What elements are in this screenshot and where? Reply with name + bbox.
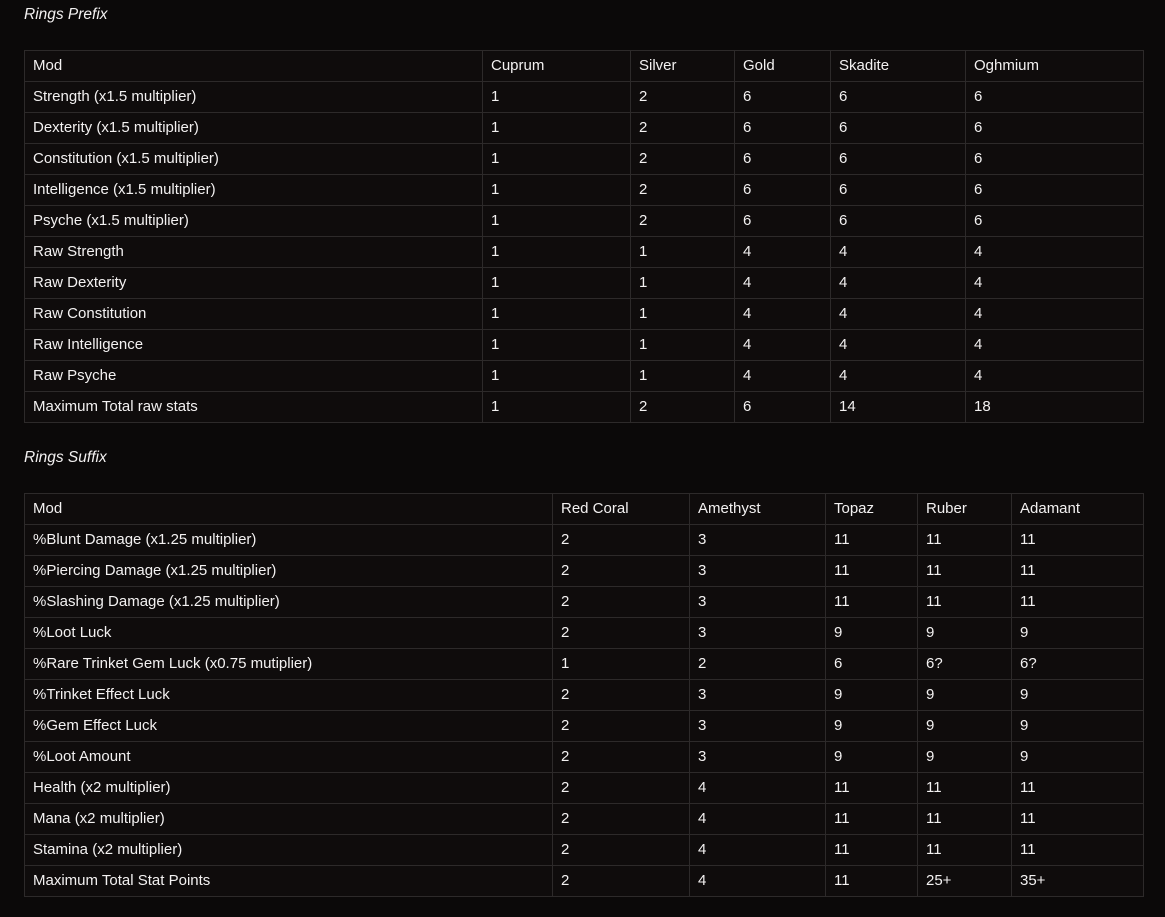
table-cell: 4 [690, 773, 826, 804]
table-cell: 4 [690, 804, 826, 835]
table-cell: 4 [966, 299, 1144, 330]
table-cell: 1 [483, 361, 631, 392]
table-row [25, 587, 1144, 618]
table-cell: Health (x2 multiplier) [25, 773, 553, 804]
header-row [25, 51, 1144, 82]
table-cell: 2 [553, 618, 690, 649]
table-cell: 9 [918, 742, 1012, 773]
table-cell: 1 [483, 113, 631, 144]
table-cell: Dexterity (x1.5 multiplier) [25, 113, 483, 144]
table-cell: 4 [735, 361, 831, 392]
table-cell: 11 [1012, 525, 1144, 556]
table-cell: 1 [631, 268, 735, 299]
table-cell: 11 [1012, 587, 1144, 618]
column-header: Silver [631, 51, 735, 82]
column-header: Adamant [1012, 494, 1144, 525]
table-cell: 4 [735, 330, 831, 361]
table-cell: 1 [631, 237, 735, 268]
table-cell: 4 [831, 361, 966, 392]
table-cell: Maximum Total Stat Points [25, 866, 553, 897]
table-cell: 4 [966, 361, 1144, 392]
column-header: Amethyst [690, 494, 826, 525]
table-cell: Raw Constitution [25, 299, 483, 330]
table-cell: 4 [966, 237, 1144, 268]
table-row [25, 649, 1144, 680]
table-cell: 2 [553, 556, 690, 587]
table-cell: 6 [966, 82, 1144, 113]
table-cell: 11 [1012, 556, 1144, 587]
table-cell: 4 [966, 268, 1144, 299]
table-cell: 11 [826, 556, 918, 587]
table-cell: 1 [483, 330, 631, 361]
table-cell: 6 [966, 206, 1144, 237]
rings-prefix-section [24, 5, 1143, 423]
table-row [25, 175, 1144, 206]
table-cell: %Loot Luck [25, 618, 553, 649]
table-cell: Mana (x2 multiplier) [25, 804, 553, 835]
table-cell: 2 [631, 113, 735, 144]
table-cell: Raw Dexterity [25, 268, 483, 299]
table-cell: 2 [553, 835, 690, 866]
table-cell: 1 [483, 299, 631, 330]
table-cell: 11 [1012, 773, 1144, 804]
table-cell: 9 [826, 680, 918, 711]
column-header: Mod [25, 51, 483, 82]
table-cell: 9 [918, 680, 1012, 711]
table-cell: 3 [690, 618, 826, 649]
table-cell: 6 [735, 175, 831, 206]
table-row [25, 206, 1144, 237]
table-cell: 2 [631, 392, 735, 423]
table-cell: 11 [918, 804, 1012, 835]
table-cell: 6 [831, 113, 966, 144]
table-cell: 11 [826, 804, 918, 835]
column-header: Oghmium [966, 51, 1144, 82]
table-cell: %Trinket Effect Luck [25, 680, 553, 711]
table-cell: 2 [553, 587, 690, 618]
table-cell: 3 [690, 556, 826, 587]
table-cell: Maximum Total raw stats [25, 392, 483, 423]
table-row [25, 556, 1144, 587]
table-row [25, 82, 1144, 113]
table-cell: 6? [1012, 649, 1144, 680]
table-cell: 1 [483, 392, 631, 423]
table-cell: 6 [735, 206, 831, 237]
table-cell: 1 [483, 175, 631, 206]
column-header: Ruber [918, 494, 1012, 525]
column-header: Mod [25, 494, 553, 525]
table-cell: %Blunt Damage (x1.25 multiplier) [25, 525, 553, 556]
table-cell: 4 [966, 330, 1144, 361]
table-cell: 6 [735, 392, 831, 423]
table-cell: 1 [631, 361, 735, 392]
table-cell: 6 [735, 144, 831, 175]
table-cell: 11 [918, 587, 1012, 618]
table-cell: 35+ [1012, 866, 1144, 897]
table-cell: 9 [1012, 742, 1144, 773]
table-cell: %Slashing Damage (x1.25 multiplier) [25, 587, 553, 618]
table-cell: 14 [831, 392, 966, 423]
table-cell: 2 [553, 711, 690, 742]
table-cell: 1 [483, 237, 631, 268]
table-cell: 3 [690, 742, 826, 773]
table-cell: 4 [831, 299, 966, 330]
table-cell: Intelligence (x1.5 multiplier) [25, 175, 483, 206]
table-cell: 6 [831, 206, 966, 237]
table-cell: 3 [690, 525, 826, 556]
table-row [25, 299, 1144, 330]
table-cell: 1 [483, 268, 631, 299]
table-row [25, 618, 1144, 649]
table-cell: 9 [826, 742, 918, 773]
table-cell: 2 [553, 773, 690, 804]
rings-prefix-title: Rings Prefix [24, 6, 108, 23]
table-row [25, 525, 1144, 556]
table-cell: 2 [631, 82, 735, 113]
table-row [25, 268, 1144, 299]
table-row [25, 361, 1144, 392]
rings-prefix-table [24, 50, 1144, 423]
table-cell: 11 [918, 556, 1012, 587]
table-cell: 2 [690, 649, 826, 680]
table-cell: 11 [826, 773, 918, 804]
table-cell: 6 [831, 144, 966, 175]
column-header: Skadite [831, 51, 966, 82]
table-cell: 11 [918, 835, 1012, 866]
table-cell: 3 [690, 587, 826, 618]
table-row [25, 835, 1144, 866]
table-cell: 11 [826, 525, 918, 556]
table-cell: 4 [735, 268, 831, 299]
table-cell: 11 [1012, 804, 1144, 835]
table-cell: 11 [918, 773, 1012, 804]
column-header: Red Coral [553, 494, 690, 525]
table-cell: 9 [826, 711, 918, 742]
table-cell: 9 [1012, 711, 1144, 742]
table-cell: Raw Intelligence [25, 330, 483, 361]
table-cell: 2 [553, 804, 690, 835]
table-cell: 1 [483, 206, 631, 237]
table-row [25, 866, 1144, 897]
table-cell: 1 [483, 82, 631, 113]
table-row [25, 392, 1144, 423]
table-cell: 2 [631, 144, 735, 175]
table-cell: 6 [831, 82, 966, 113]
table-cell: 6 [735, 113, 831, 144]
table-cell: 4 [831, 237, 966, 268]
table-cell: 4 [690, 866, 826, 897]
table-cell: 18 [966, 392, 1144, 423]
rings-suffix-title: Rings Suffix [24, 449, 107, 466]
table-row [25, 237, 1144, 268]
table-cell: 9 [918, 618, 1012, 649]
table-cell: 9 [1012, 618, 1144, 649]
column-header: Gold [735, 51, 831, 82]
table-row [25, 804, 1144, 835]
table-cell: 6 [831, 175, 966, 206]
table-row [25, 330, 1144, 361]
table-cell: 11 [826, 866, 918, 897]
table-cell: 11 [826, 835, 918, 866]
table-cell: 9 [918, 711, 1012, 742]
table-cell: 6 [966, 113, 1144, 144]
table-cell: 11 [1012, 835, 1144, 866]
table-cell: Raw Psyche [25, 361, 483, 392]
table-cell: 4 [735, 237, 831, 268]
table-cell: 2 [553, 680, 690, 711]
table-cell: %Rare Trinket Gem Luck (x0.75 mutiplier) [25, 649, 553, 680]
table-cell: 6 [966, 144, 1144, 175]
table-cell: 6 [966, 175, 1144, 206]
table-cell: %Loot Amount [25, 742, 553, 773]
table-cell: 11 [918, 525, 1012, 556]
table-cell: 4 [831, 330, 966, 361]
table-row [25, 773, 1144, 804]
table-cell: 1 [631, 330, 735, 361]
table-cell: 1 [553, 649, 690, 680]
column-header: Cuprum [483, 51, 631, 82]
table-cell: Psyche (x1.5 multiplier) [25, 206, 483, 237]
table-cell: %Piercing Damage (x1.25 multiplier) [25, 556, 553, 587]
table-row [25, 113, 1144, 144]
table-row [25, 144, 1144, 175]
table-row [25, 711, 1144, 742]
table-cell: 9 [826, 618, 918, 649]
table-cell: 2 [553, 525, 690, 556]
table-cell: Constitution (x1.5 multiplier) [25, 144, 483, 175]
table-cell: 4 [690, 835, 826, 866]
table-cell: 25+ [918, 866, 1012, 897]
table-cell: 2 [553, 742, 690, 773]
table-cell: 6? [918, 649, 1012, 680]
table-cell: 2 [553, 866, 690, 897]
table-cell: 3 [690, 680, 826, 711]
table-cell: 1 [483, 144, 631, 175]
table-cell: 2 [631, 175, 735, 206]
table-cell: 9 [1012, 680, 1144, 711]
column-header: Topaz [826, 494, 918, 525]
table-row [25, 680, 1144, 711]
table-cell: 4 [831, 268, 966, 299]
rings-suffix-section [24, 448, 1143, 897]
header-row [25, 494, 1144, 525]
table-cell: Strength (x1.5 multiplier) [25, 82, 483, 113]
table-cell: 4 [735, 299, 831, 330]
table-cell: Stamina (x2 multiplier) [25, 835, 553, 866]
table-cell: 1 [631, 299, 735, 330]
table-cell: 6 [735, 82, 831, 113]
table-cell: 11 [826, 587, 918, 618]
table-row [25, 742, 1144, 773]
rings-suffix-table [24, 493, 1144, 897]
table-cell: %Gem Effect Luck [25, 711, 553, 742]
table-cell: Raw Strength [25, 237, 483, 268]
table-cell: 3 [690, 711, 826, 742]
table-cell: 2 [631, 206, 735, 237]
table-cell: 6 [826, 649, 918, 680]
